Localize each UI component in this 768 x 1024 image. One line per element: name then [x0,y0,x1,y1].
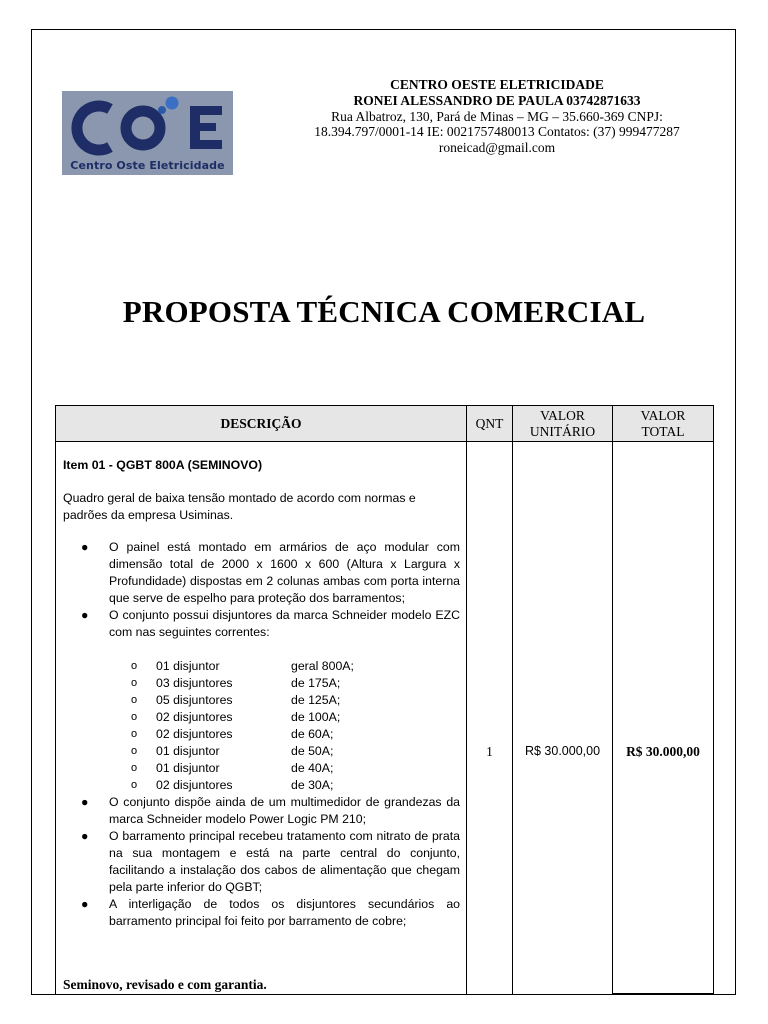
breaker-current: de 30A; [291,778,334,792]
breaker-item [63,692,460,709]
item-intro: Quadro geral de baixa tensão montado de acordo com normas e padrões da empresa Usiminas. [63,491,416,522]
header-valor-total [612,405,714,442]
company-address-line1: Rua Albatroz, 130, Pará de Minas – MG – 35.660-369 CNPJ: [331,108,663,124]
breaker-current: de 50A; [291,744,334,758]
bullet-text: O barramento principal recebeu tratamento com nitrato de prata na sua montagem e está na parte central do conjunto, facilitando a instalação dos cabos de alimentação que chegam pela parte inferior do QGBT; [109,829,460,894]
list-item [63,794,460,828]
item-bullets [63,539,460,641]
qnt-value: 1 [486,744,493,759]
header-qnt [466,405,513,442]
list-item [63,539,460,607]
item-title: Item 01 - QGBT 800A (SEMINOVO) [63,458,263,472]
breaker-current: de 40A; [291,761,334,775]
sub-bullet: o [131,745,138,757]
breaker-item [63,675,460,692]
cell-qnt [466,441,513,994]
list-item [63,896,460,930]
breaker-current: de 60A; [291,727,334,741]
item-bullets-after [63,794,460,930]
list-item [63,607,460,641]
company-name: CENTRO OESTE ELETRICIDADE [390,77,604,92]
logo-caption: Centro Oste Eletricidade [70,159,225,172]
breaker-current: geral 800A; [291,659,354,673]
bullet-text: O conjunto possui disjuntores da marca Schneider modelo EZC com nas seguintes correntes: [109,608,460,639]
breaker-current: de 125A; [291,693,341,707]
valor-unitario-value: R$ 30.000,00 [524,744,601,758]
header-valor-unitario-line1: VALOR [540,408,585,423]
bullet-text: O conjunto dispõe ainda de um multimedidor de grandezas da marca Schneider modelo Power Logic PM 210; [109,795,460,826]
bullet-dot: ● [81,897,89,911]
breaker-item [63,743,460,760]
breaker-item [63,709,460,726]
bullet-dot: ● [81,608,89,622]
sub-bullet: o [131,762,138,774]
header-valor-unitario-line2: UNITÁRIO [529,423,596,439]
breaker-qty: 02 disjuntores [156,778,233,792]
sub-bullet: o [131,677,138,689]
proposal-table [55,405,714,994]
breaker-qty: 03 disjuntores [156,676,233,690]
document-title: PROPOSTA TÉCNICA COMERCIAL [122,294,646,329]
header-qnt-label: QNT [475,415,504,431]
sub-bullet: o [131,779,138,791]
bullet-dot: ● [81,795,89,809]
item-note: Seminovo, revisado e com garantia. [63,977,267,992]
sub-bullet: o [131,728,138,740]
sub-bullet: o [131,660,138,672]
list-item [63,828,460,896]
breaker-qty: 01 disjuntor [156,659,220,673]
company-header [300,77,694,156]
breaker-item [63,777,460,794]
bullet-dot: ● [81,540,89,554]
header-descricao [55,405,467,442]
cell-valor-total [612,441,714,994]
header-descricao-label: DESCRIÇÃO [220,415,302,431]
breaker-current: de 100A; [291,710,341,724]
company-email: roneicad@gmail.com [438,140,556,156]
breaker-item [63,658,460,675]
breaker-qty: 01 disjuntor [156,761,220,775]
sub-bullet: o [131,694,138,706]
breaker-qty: 01 disjuntor [156,744,220,758]
breaker-qty: 02 disjuntores [156,710,233,724]
breaker-qty: 05 disjuntores [156,693,233,707]
header-valor-total-line1: VALOR [640,408,686,423]
company-address-line2: 18.394.797/0001-14 IE: 0021757480013 Contatos: (37) 999477287 [314,124,680,140]
cell-valor-unitario [512,441,613,994]
bullet-dot: ● [81,829,89,843]
item-description [63,457,460,930]
company-owner: RONEI ALESSANDRO DE PAULA 03742871633 [353,92,641,108]
bullet-text: O painel está montado em armários de aço modular com dimensão total de 2000 x 1600 x 600 (Altura x Largura x Profundidade) dispostas em 2 colunas ambas com porta interna que serve de espelho para proteção dos barramentos; [109,540,460,605]
bullet-text: A interligação de todos os disjuntores secundários ao barramento principal foi feito por barramento de cobre; [109,897,460,928]
header-valor-total-line2: TOTAL [641,423,685,439]
cell-descricao [55,441,467,994]
breaker-current: de 175A; [291,676,341,690]
sub-bullet: o [131,711,138,723]
header-valor-unitario [512,405,613,442]
company-logo [62,91,233,175]
breaker-qty: 02 disjuntores [156,727,233,741]
breaker-item [63,760,460,777]
breaker-list [63,658,460,794]
valor-total-value: R$ 30.000,00 [626,744,700,759]
breaker-item [63,726,460,743]
